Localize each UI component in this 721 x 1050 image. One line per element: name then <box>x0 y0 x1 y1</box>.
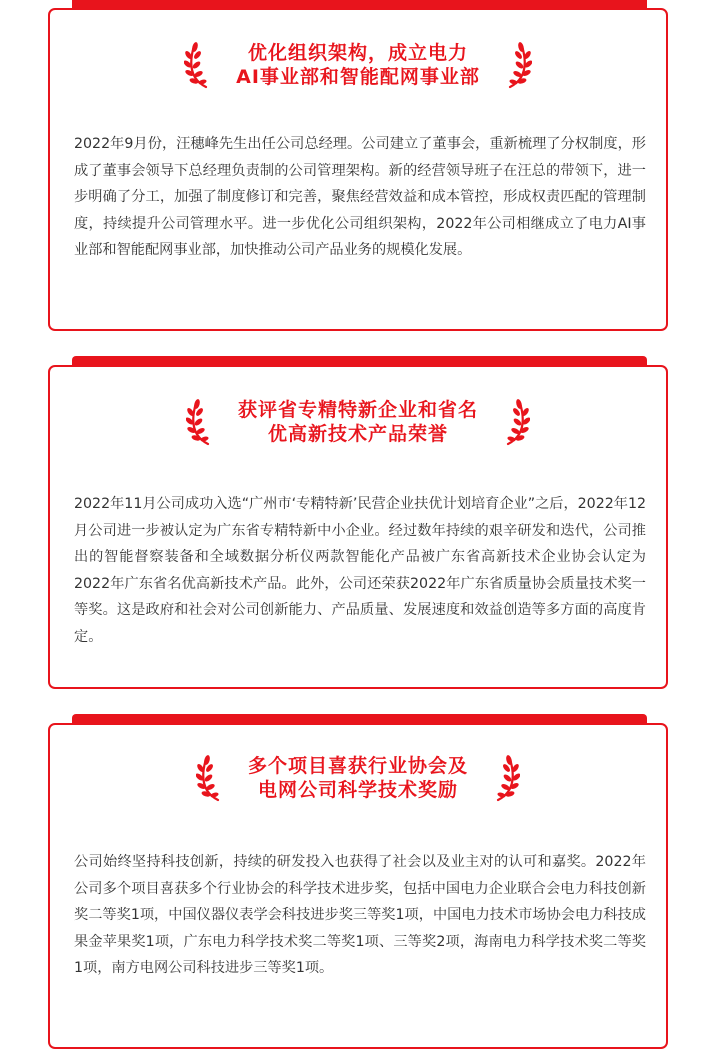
laurel-left-icon <box>186 397 216 447</box>
section-card <box>48 723 668 1049</box>
laurel-right-icon <box>500 397 530 447</box>
title-line-1: 多个项目喜获行业协会及 <box>247 755 468 777</box>
laurel-right-icon <box>490 753 520 803</box>
laurel-left-icon <box>196 753 226 803</box>
laurel-left-icon <box>184 40 214 90</box>
section-title-row <box>50 397 666 447</box>
section-title-row <box>50 753 666 803</box>
section-org-structure <box>0 0 721 340</box>
section-title <box>248 754 468 802</box>
title-line-1: 优化组织架构，成立电力 <box>247 42 468 64</box>
section-body: 2022年11月公司成功入选“广州市‘专精特新’民营企业扶优计划培育企业”之后，2022年12月公司进一步被认定为广东省专精特新中小企业。经过数年持续的艰辛研发和迭代，公司推出的智能督察装备和全域数据分析仪两款智能化产品被广东省高新技术企业协会认定为2022年广东省名优高新技术产品。此外，公司还荣获2022年广东省质量协会质量技术奖一等奖。这是政府和社会对公司创新能力、产品质量、发展速度和效益创造等多方面的高度肯定。 <box>74 496 646 645</box>
title-line-2: AI事业部和智能配网事业部 <box>236 66 480 88</box>
section-tech-awards <box>0 714 721 1050</box>
section-honors <box>0 356 721 696</box>
title-line-1: 获评省专精特新企业和省名 <box>237 399 478 421</box>
title-line-2: 电网公司科学技术奖励 <box>257 779 458 801</box>
section-title-row <box>50 40 666 90</box>
laurel-right-icon <box>502 40 532 90</box>
section-body: 2022年9月份，汪穗峰先生出任公司总经理。公司建立了董事会，重新梳理了分权制度，形成了董事会领导下总经理负责制的公司管理架构。新的经营领导班子在汪总的带领下，进一步明确了分工，加强了制度修订和完善，聚焦经营效益和成本管控，形成权责匹配的管理制度，持续提升公司管理水平。进一步优化公司组织架构，2022年公司相继成立了电力AI事业部和智能配网事业部，加快推动公司产品业务的规模化发展。 <box>74 136 646 259</box>
section-card <box>48 8 668 331</box>
section-body: 公司始终坚持科技创新，持续的研发投入也获得了社会以及业主对的认可和嘉奖。2022年公司多个项目喜获多个行业协会的科学技术进步奖，包括中国电力企业联合会电力科技创新奖二等奖1项，中国仪器仪表学会科技进步奖三等奖1项，中国电力技术市场协会电力科技成果金苹果奖1项，广东电力科学技术奖二等奖1项、三等奖2项，海南电力科学技术奖二等奖1项，南方电网公司科技进步三等奖1项。 <box>74 854 646 977</box>
section-title <box>236 41 480 89</box>
title-line-2: 优高新技术产品荣誉 <box>267 423 448 445</box>
section-card <box>48 365 668 689</box>
section-title <box>238 398 478 446</box>
